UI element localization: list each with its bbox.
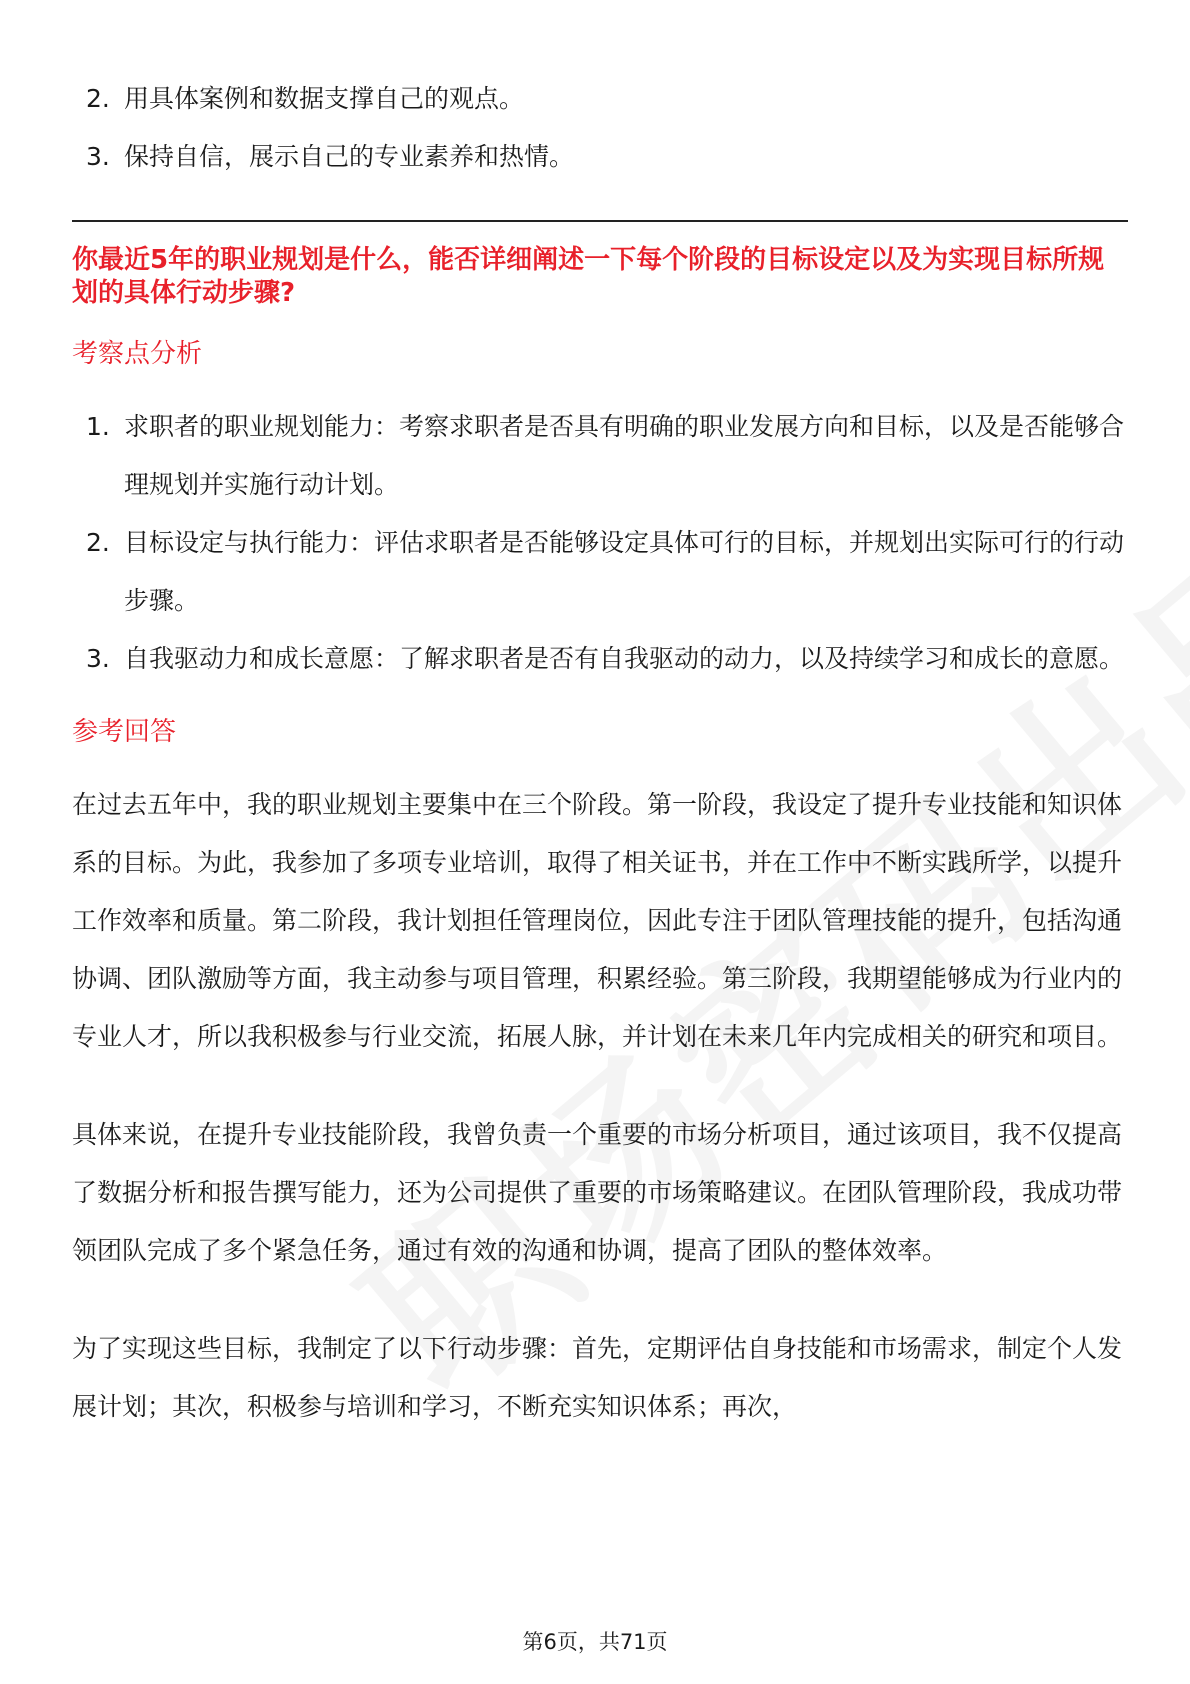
question-heading: 你最近5年的职业规划是什么，能否详细阐述一下每个阶段的目标设定以及为实现目标所规划的具体行动步骤? bbox=[72, 245, 1105, 308]
list-item-number: 3. bbox=[86, 644, 110, 673]
list-item-text: 求职者的职业规划能力：考察求职者是否具有明确的职业发展方向和目标，以及是否能够合理规划并实施行动计划。 bbox=[124, 412, 1125, 499]
list-item bbox=[72, 630, 1128, 688]
list-item-text: 用具体案例和数据支撑自己的观点。 bbox=[124, 84, 525, 113]
answer-paragraph: 具体来说，在提升专业技能阶段，我曾负责一个重要的市场分析项目，通过该项目，我不仅提高了数据分析和报告撰写能力，还为公司提供了重要的市场策略建议。在团队管理阶段，我成功带领团队完成了多个紧急任务，通过有效的沟通和协调，提高了团队的整体效率。 bbox=[72, 1120, 1123, 1265]
list-item-number: 2. bbox=[86, 528, 110, 557]
list-item bbox=[72, 514, 1128, 630]
list-item-text: 自我驱动力和成长意愿：了解求职者是否有自我驱动的动力，以及持续学习和成长的意愿。 bbox=[124, 644, 1125, 673]
list-item bbox=[72, 398, 1128, 514]
list-item-number: 1. bbox=[86, 412, 110, 441]
answer-paragraph: 在过去五年中，我的职业规划主要集中在三个阶段。第一阶段，我设定了提升专业技能和知识体系的目标。为此，我参加了多项专业培训，取得了相关证书，并在工作中不断实践所学，以提升工作效率和质量。第二阶段，我计划担任管理岗位，因此专注于团队管理技能的提升，包括沟通协调、团队激励等方面，我主动参与项目管理，积累经验。第三阶段，我期望能够成为行业内的专业人才，所以我积极参与行业交流，拓展人脉，并计划在未来几年内完成相关的研究和项目。 bbox=[72, 790, 1123, 1051]
answer-paragraph: 为了实现这些目标，我制定了以下行动步骤：首先，定期评估自身技能和市场需求，制定个人发展计划；其次，积极参与培训和学习，不断充实知识体系；再次， bbox=[72, 1334, 1123, 1421]
analysis-list bbox=[72, 398, 1128, 688]
page-content bbox=[72, 70, 1128, 1476]
list-item-number: 2. bbox=[86, 84, 110, 113]
horizontal-divider bbox=[72, 220, 1128, 222]
page-number-footer: 第6页，共71页 bbox=[522, 1630, 668, 1654]
tips-list bbox=[72, 70, 1128, 186]
list-item-number: 3. bbox=[86, 142, 110, 171]
list-item bbox=[72, 128, 1128, 186]
list-item bbox=[72, 70, 1128, 128]
list-item-text: 目标设定与执行能力：评估求职者是否能够设定具体可行的目标，并规划出实际可行的行动步骤。 bbox=[124, 528, 1125, 615]
answer-section-title: 参考回答 bbox=[72, 717, 177, 747]
list-item-text: 保持自信，展示自己的专业素养和热情。 bbox=[124, 142, 575, 171]
analysis-section-title: 考察点分析 bbox=[72, 339, 203, 369]
